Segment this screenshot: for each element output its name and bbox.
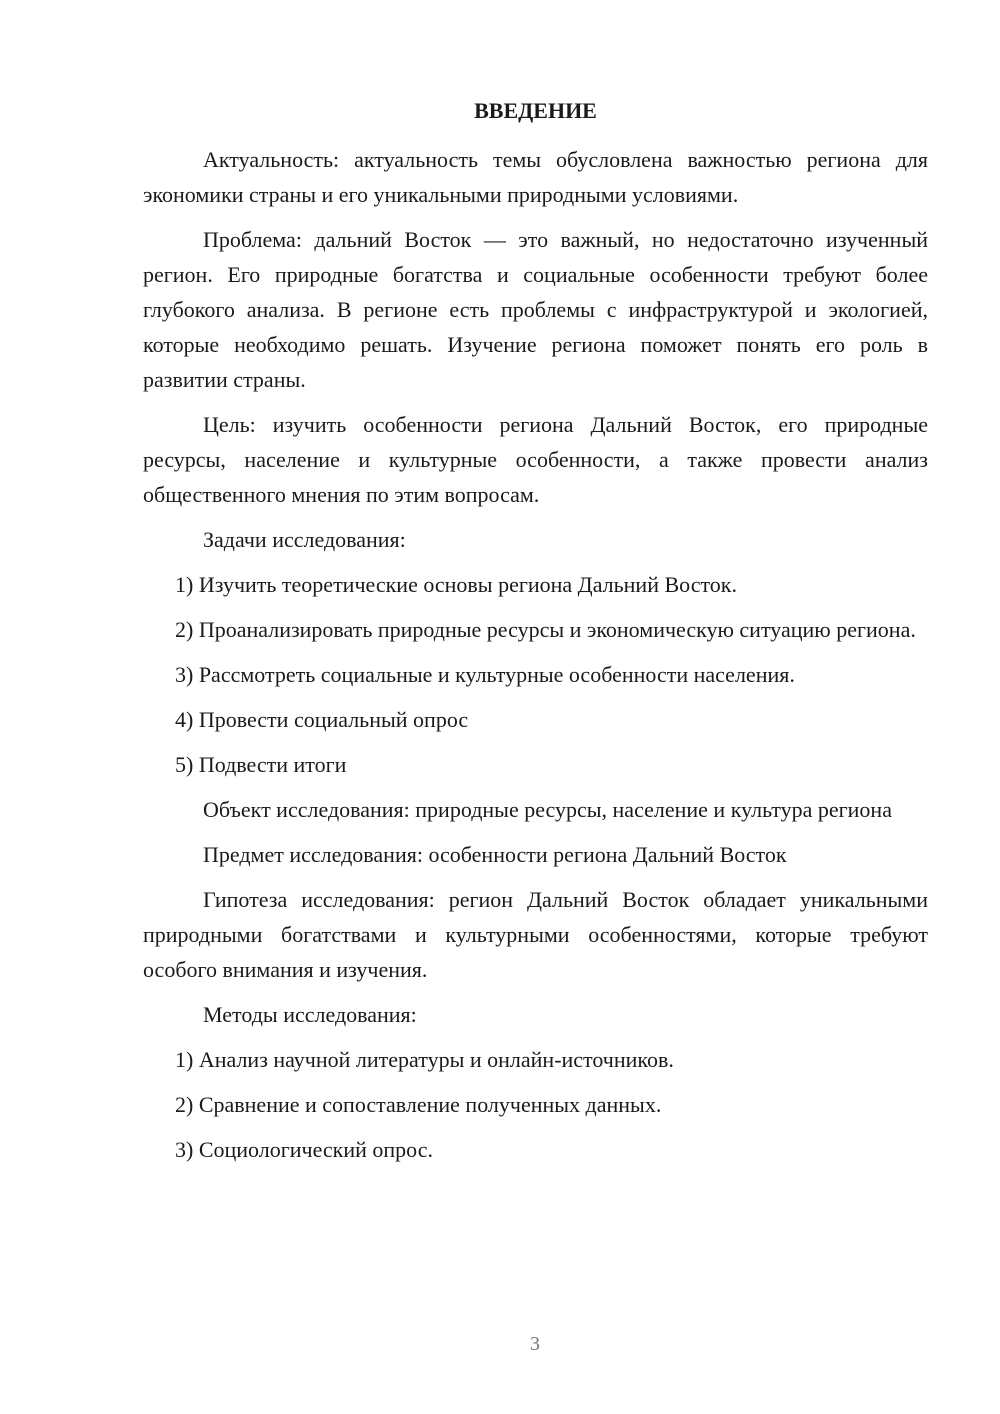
tasks-heading: Задачи исследования: — [203, 527, 406, 552]
method-item-3: 3) Социологический опрос. — [175, 1137, 433, 1162]
problem-paragraph: Проблема: дальний Восток — это важный, но недостаточно изученный регион. Его природные богатства и социальные особенности требуют более глубокого анализа. В регионе есть проблемы с инфраструктурой и экологией, которые необходимо решать. Изучение региона поможет понять его роль в развитии страны. — [143, 227, 928, 392]
document-page — [143, 95, 928, 1177]
method-item-2: 2) Сравнение и сопоставление полученных данных. — [175, 1092, 662, 1117]
task-item-1: 1) Изучить теоретические основы региона Дальний Восток. — [175, 572, 737, 597]
task-item-3: 3) Рассмотреть социальные и культурные особенности населения. — [175, 662, 795, 687]
page-title: ВВЕДЕНИЕ — [474, 98, 597, 123]
subject-paragraph: Предмет исследования: особенности региона Дальний Восток — [203, 842, 787, 867]
method-item-1: 1) Анализ научной литературы и онлайн-источников. — [175, 1047, 674, 1072]
object-paragraph: Объект исследования: природные ресурсы, население и культура региона — [203, 797, 892, 822]
page-number: 3 — [530, 1333, 540, 1355]
goal-paragraph: Цель: изучить особенности региона Дальний Восток, его природные ресурсы, население и культурные особенности, а также провести анализ общественного мнения по этим вопросам. — [143, 412, 928, 507]
hypothesis-paragraph: Гипотеза исследования: регион Дальний Восток обладает уникальными природными богатствами и культурными особенностями, которые требуют особого внимания и изучения. — [143, 887, 928, 982]
task-item-4: 4) Провести социальный опрос — [175, 707, 469, 732]
relevance-paragraph: Актуальность: актуальность темы обусловлена важностью региона для экономики страны и его уникальными природными условиями. — [143, 147, 928, 207]
methods-heading: Методы исследования: — [203, 1002, 417, 1027]
task-item-5: 5) Подвести итоги — [175, 752, 347, 777]
task-item-2: 2) Проанализировать природные ресурсы и экономическую ситуацию региона. — [175, 617, 916, 642]
